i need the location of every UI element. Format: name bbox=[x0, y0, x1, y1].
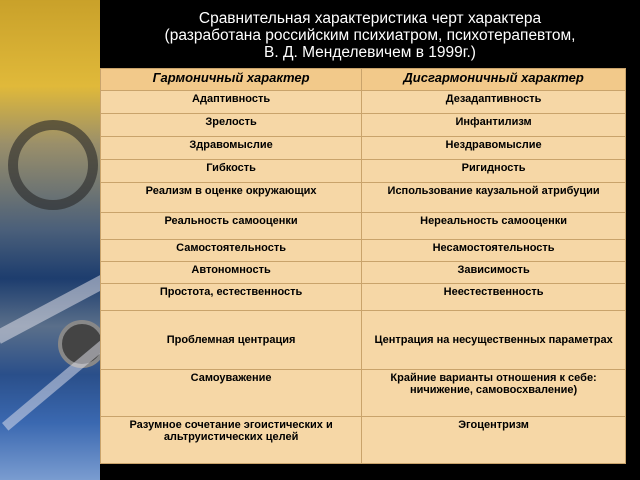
table-row bbox=[101, 262, 626, 284]
slide-title bbox=[100, 10, 640, 61]
cell-disharmonious: Эгоцентризм bbox=[362, 417, 626, 464]
title-line-1: Сравнительная характеристика черт характера bbox=[198, 10, 542, 27]
cell-harmonious: Реализм в оценке окружающих bbox=[101, 183, 362, 213]
cell-disharmonious: Крайние варианты отношения к себе: ничижение, самовосхваление) bbox=[362, 370, 626, 417]
table-row bbox=[101, 370, 626, 417]
title-line-2: (разработана российским психиатром, психотерапевтом, bbox=[164, 27, 576, 44]
medical-photo bbox=[0, 0, 100, 480]
cell-harmonious: Разумное сочетание эгоистических и альтруистических целей bbox=[101, 417, 362, 464]
cell-disharmonious: Нереальность самооценки bbox=[362, 213, 626, 240]
table-row bbox=[101, 137, 626, 160]
stethoscope-image bbox=[8, 120, 98, 210]
cell-disharmonious: Нездравомыслие bbox=[362, 137, 626, 160]
table-row bbox=[101, 311, 626, 370]
cell-harmonious: Самостоятельность bbox=[101, 240, 362, 262]
table-row bbox=[101, 213, 626, 240]
comparison-table bbox=[100, 68, 626, 464]
cell-harmonious: Реальность самооценки bbox=[101, 213, 362, 240]
cell-harmonious: Гибкость bbox=[101, 160, 362, 183]
cell-harmonious: Адаптивность bbox=[101, 91, 362, 114]
cell-disharmonious: Использование каузальной атрибуции bbox=[362, 183, 626, 213]
cell-harmonious: Самоуважение bbox=[101, 370, 362, 417]
cell-harmonious: Автономность bbox=[101, 262, 362, 284]
table-row bbox=[101, 284, 626, 311]
cell-harmonious: Проблемная центрация bbox=[101, 311, 362, 370]
table-row bbox=[101, 240, 626, 262]
cell-harmonious: Зрелость bbox=[101, 114, 362, 137]
table-row bbox=[101, 160, 626, 183]
cell-disharmonious: Зависимость bbox=[362, 262, 626, 284]
title-line-3: В. Д. Менделевичем в 1999г.) bbox=[264, 44, 476, 61]
header-harmonious: Гармоничный характер bbox=[101, 69, 362, 91]
cell-disharmonious: Неестественность bbox=[362, 284, 626, 311]
table-row bbox=[101, 417, 626, 464]
table-header-row bbox=[101, 69, 626, 91]
cell-disharmonious: Инфантилизм bbox=[362, 114, 626, 137]
cell-disharmonious: Несамостоятельность bbox=[362, 240, 626, 262]
table-row bbox=[101, 183, 626, 213]
table-row bbox=[101, 91, 626, 114]
cell-harmonious: Здравомыслие bbox=[101, 137, 362, 160]
header-disharmonious: Дисгармоничный характер bbox=[362, 69, 626, 91]
cell-disharmonious: Ригидность bbox=[362, 160, 626, 183]
cell-disharmonious: Дезадаптивность bbox=[362, 91, 626, 114]
cell-disharmonious: Центрация на несущественных параметрах bbox=[362, 311, 626, 370]
table-row bbox=[101, 114, 626, 137]
tube-image-2 bbox=[2, 339, 100, 430]
cell-harmonious: Простота, естественность bbox=[101, 284, 362, 311]
